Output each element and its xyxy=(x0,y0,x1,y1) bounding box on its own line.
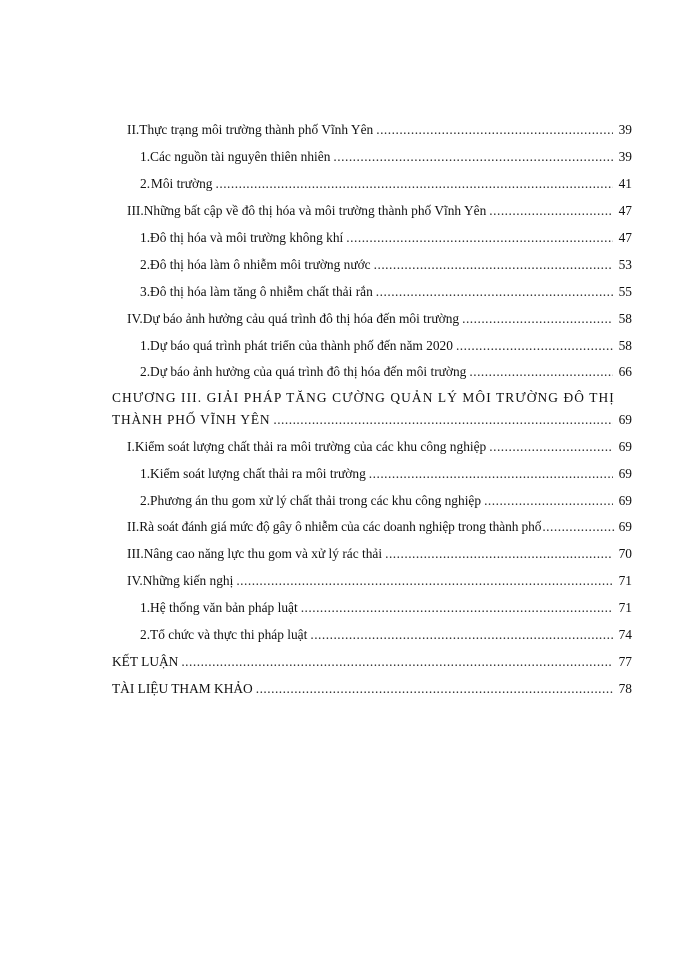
toc-entry-title: Nâng cao năng lực thu gom và xử lý rác thải xyxy=(143,546,383,561)
toc-entry-title: Những bất cập về đô thị hóa và môi trường thành phố Vĩnh Yên xyxy=(143,203,487,218)
toc-entry xyxy=(140,228,632,248)
dot-leader xyxy=(346,228,613,248)
toc-entry-page: 69 xyxy=(618,519,632,534)
toc-entry-number: 2. xyxy=(140,176,151,191)
toc-entry-title: Các nguồn tài nguyên thiên nhiên xyxy=(150,149,331,164)
dot-leader xyxy=(376,282,613,302)
toc-entry-number: 1. xyxy=(140,149,151,164)
toc-entry-chapter xyxy=(112,410,632,430)
toc-entry-page: 47 xyxy=(618,230,632,245)
toc-entry-title: Những kiến nghị xyxy=(142,573,234,588)
toc-entry xyxy=(127,517,632,537)
toc-entry-page: 74 xyxy=(618,627,632,642)
dot-leader xyxy=(310,625,613,645)
toc-entry-number: 1. xyxy=(140,466,151,481)
dot-leader xyxy=(489,437,613,457)
toc-entry xyxy=(127,201,632,221)
dot-leader xyxy=(489,201,613,221)
dot-leader xyxy=(256,679,613,699)
toc-entry-number: III. xyxy=(127,203,144,218)
toc-entry-page: 71 xyxy=(618,600,632,615)
toc-entry-conclusion xyxy=(112,652,632,672)
toc-entry-page: 69 xyxy=(618,466,632,481)
toc-entry-number: 3. xyxy=(140,284,151,299)
toc-entry-page: 41 xyxy=(618,176,632,191)
toc-entry-references xyxy=(112,679,632,699)
toc-entry xyxy=(127,571,632,591)
dot-leader xyxy=(181,652,613,672)
toc-entry-number: IV. xyxy=(127,311,143,326)
toc-entry-title: THÀNH PHỐ VĨNH YÊN xyxy=(112,412,271,427)
toc-entry-title: Dự báo ảnh hưởng của quá trình đô thị hóa đến môi trường xyxy=(150,364,467,379)
toc-entry xyxy=(140,174,632,194)
toc-entry xyxy=(140,464,632,484)
toc-entry-title: Thực trạng môi trường thành phố Vĩnh Yên xyxy=(139,122,374,137)
dot-leader xyxy=(374,255,613,275)
toc-entry-title: KẾT LUẬN xyxy=(112,654,179,669)
toc-entry-number: 2. xyxy=(140,364,151,379)
toc-entry xyxy=(140,147,632,167)
toc-entry-number: II. xyxy=(127,519,140,534)
toc-entry-number: 2. xyxy=(140,627,151,642)
toc-entry-page: 69 xyxy=(618,412,632,427)
toc-entry xyxy=(140,362,632,382)
toc-entry-title: Kiểm soát lượng chất thải ra môi trường của các khu công nghiệp xyxy=(134,439,487,454)
dot-leader xyxy=(333,147,613,167)
toc-entry-number: I. xyxy=(127,439,135,454)
toc-entry-page: 71 xyxy=(618,573,632,588)
toc-entry-title: Đô thị hóa làm ô nhiễm môi trường nước xyxy=(150,257,371,272)
chapter-heading: CHƯƠNG III. GIẢI PHÁP TĂNG CƯỜNG QUẢN LÝ MÔI TRƯỜNG ĐÔ THỊ xyxy=(112,390,615,405)
toc-entry xyxy=(127,120,632,140)
toc-entry-page: 70 xyxy=(618,546,632,561)
dot-leader xyxy=(301,598,613,618)
toc-entry xyxy=(140,255,632,275)
toc-entry-page: 39 xyxy=(618,122,632,137)
toc-entry-number: 1. xyxy=(140,600,151,615)
toc-entry xyxy=(140,282,632,302)
dot-leader xyxy=(542,517,615,537)
toc-entry-page: 39 xyxy=(618,149,632,164)
toc-entry xyxy=(140,625,632,645)
toc-entry-title: Kiểm soát lượng chất thải ra môi trường xyxy=(150,466,366,481)
toc-entry xyxy=(127,437,632,457)
toc-entry-title: Môi trường xyxy=(150,176,213,191)
toc-entry-page: 69 xyxy=(618,439,632,454)
dot-leader xyxy=(462,309,613,329)
toc-entry xyxy=(127,309,632,329)
toc-entry xyxy=(140,336,632,356)
toc-entry-page: 66 xyxy=(618,364,632,379)
toc-entry-page: 58 xyxy=(618,338,632,353)
dot-leader xyxy=(376,120,613,140)
toc-entry-number: 1. xyxy=(140,230,151,245)
toc-entry-title: Đô thị hóa làm tăng ô nhiễm chất thải rắn xyxy=(150,284,373,299)
toc-entry-number: 2. xyxy=(140,257,151,272)
toc-entry-page: 77 xyxy=(618,654,632,669)
toc-entry-number: 1. xyxy=(140,338,151,353)
dot-leader xyxy=(469,362,613,382)
toc-entry-page: 69 xyxy=(618,493,632,508)
toc-entry-title: Rà soát đánh giá mức độ gây ô nhiễm của các doanh nghiệp trong thành phố xyxy=(139,519,542,534)
toc-entry-page: 53 xyxy=(618,257,632,272)
toc-entry-number: 2. xyxy=(140,493,151,508)
dot-leader xyxy=(369,464,613,484)
toc-entry xyxy=(140,598,632,618)
toc-entry-title: Đô thị hóa và môi trường không khí xyxy=(150,230,344,245)
dot-leader xyxy=(484,491,613,511)
dot-leader xyxy=(385,544,613,564)
toc-entry-number: III. xyxy=(127,546,144,561)
toc-entry-title: TÀI LIỆU THAM KHẢO xyxy=(112,681,253,696)
toc-entry-title: Phương án thu gom xử lý chất thải trong các khu công nghiệp xyxy=(150,493,482,508)
toc-entry xyxy=(140,491,632,511)
toc-entry-title: Dự báo ảnh hưởng cảu quá trình đô thị hóa đến môi trường xyxy=(142,311,460,326)
toc-entry-title: Hệ thống văn bản pháp luật xyxy=(150,600,298,615)
dot-leader xyxy=(216,174,613,194)
toc-entry-page: 58 xyxy=(618,311,632,326)
dot-leader xyxy=(236,571,613,591)
toc-entry-page: 47 xyxy=(618,203,632,218)
toc-entry-number: II. xyxy=(127,122,140,137)
toc-entry-page: 55 xyxy=(618,284,632,299)
toc-entry-title: Dự báo quá trình phát triển của thành phố đến năm 2020 xyxy=(150,338,453,353)
dot-leader xyxy=(456,336,613,356)
toc-entry-page: 78 xyxy=(618,681,632,696)
toc-entry xyxy=(127,544,632,564)
toc-entry-title: Tổ chức và thực thi pháp luật xyxy=(150,627,308,642)
dot-leader xyxy=(273,410,613,430)
toc-entry-number: IV. xyxy=(127,573,143,588)
